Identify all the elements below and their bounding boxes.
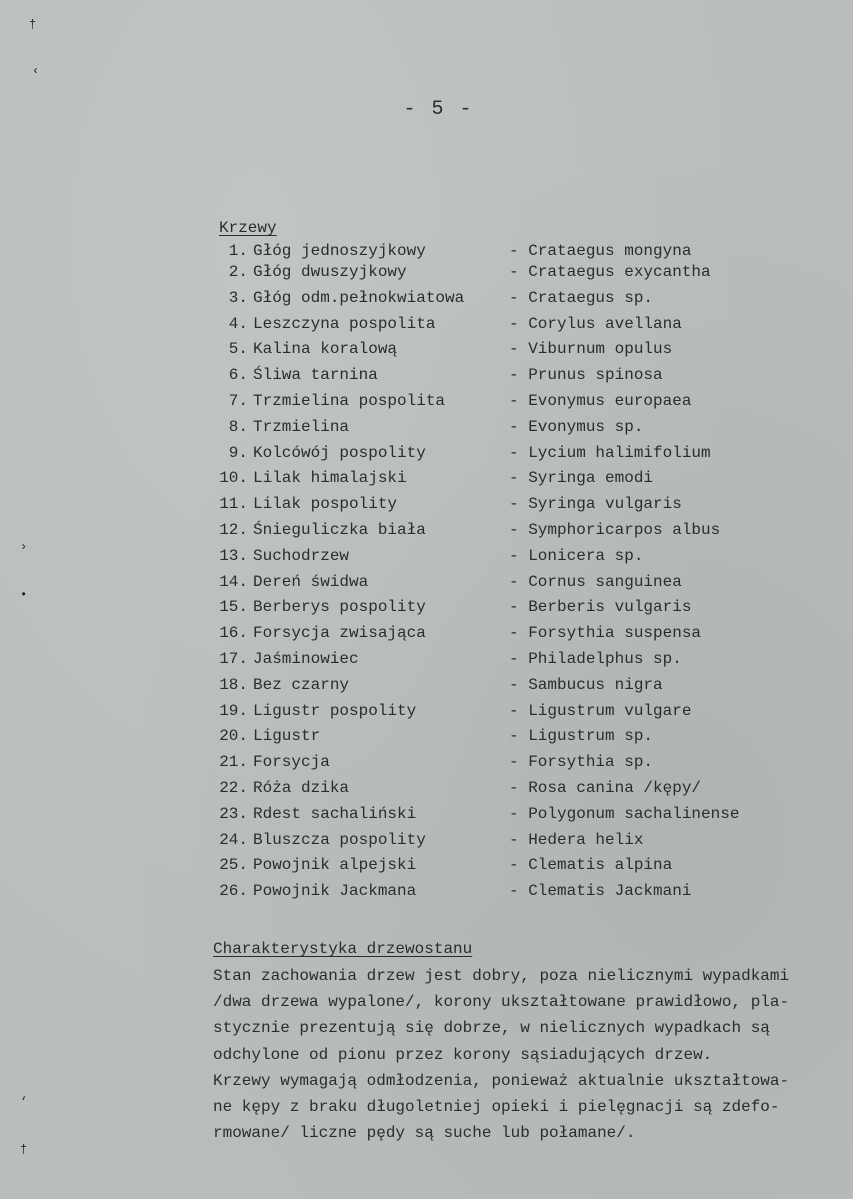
shrub-latin-name: - Crataegus sp. xyxy=(509,288,654,307)
shrub-list-item xyxy=(200,466,800,492)
shrub-polish-name: Bez czarny xyxy=(253,675,350,694)
shrub-latin-name: - Crataegus exycantha xyxy=(509,263,711,281)
shrub-list-item xyxy=(200,243,800,260)
margin-mark: † xyxy=(29,18,37,32)
shrub-list-item xyxy=(200,828,800,854)
stand-description-heading: Charakterystyka drzewostanu xyxy=(213,940,473,958)
margin-mark: ‘ xyxy=(20,1095,28,1109)
shrub-number: 18. xyxy=(219,675,248,694)
shrub-list-item xyxy=(200,260,800,286)
shrub-polish-name: Bluszcza pospolity xyxy=(253,830,426,849)
shrub-latin-name: - Rosa canina /kępy/ xyxy=(509,778,702,797)
shrub-latin-name: - Berberis vulgaris xyxy=(509,598,692,617)
shrub-list-item xyxy=(200,853,800,879)
shrub-polish-name: Głóg dwuszyjkowy xyxy=(253,263,407,281)
paragraph-line: ne kępy z braku długoletniej opieki i pielęgnacji są zdefo- xyxy=(213,1098,780,1117)
shrub-polish-name: Lilak pospolity xyxy=(253,495,398,514)
paragraph-line: stycznie prezentują się dobrze, w nielicznych wypadkach są xyxy=(213,1019,770,1038)
shrub-number: 6. xyxy=(228,366,248,385)
shrub-list-item xyxy=(200,776,800,802)
shrub-number: 25. xyxy=(219,856,248,875)
shrub-number: 26. xyxy=(219,882,248,901)
shrub-polish-name: Ligustr xyxy=(253,727,321,746)
shrub-polish-name: Trzmielina pospolita xyxy=(253,391,446,410)
margin-mark: † xyxy=(20,1143,28,1157)
shrub-polish-name: Ligustr pospolity xyxy=(253,701,417,720)
shrub-latin-name: - Evonymus sp. xyxy=(509,417,644,436)
shrub-polish-name: Forsycja xyxy=(253,753,330,772)
shrubs-heading: Krzewy xyxy=(219,219,277,237)
shrub-number: 2. xyxy=(228,263,248,281)
shrub-number: 7. xyxy=(228,391,248,410)
shrub-list-item xyxy=(200,802,800,828)
shrub-polish-name: Lilak himalajski xyxy=(253,469,407,488)
paragraph-line: /dwa drzewa wypalone/, korony ukształtowane prawidłowo, pla- xyxy=(213,993,790,1012)
shrub-number: 3. xyxy=(228,288,248,307)
stand-description-paragraph xyxy=(213,963,853,1146)
shrub-list-item xyxy=(200,673,800,699)
margin-mark: • xyxy=(20,588,28,602)
shrub-number: 20. xyxy=(219,727,248,746)
shrub-latin-name: - Cornus sanguinea xyxy=(509,572,682,591)
shrub-list-item xyxy=(200,337,800,363)
shrub-latin-name: - Ligustrum sp. xyxy=(509,727,654,746)
shrub-list-item xyxy=(200,621,800,647)
shrub-list-item xyxy=(200,750,800,776)
shrub-list-item xyxy=(200,699,800,725)
shrub-polish-name: Powojnik alpejski xyxy=(253,856,417,875)
shrub-latin-name: - Evonymus europaea xyxy=(509,391,692,410)
shrub-latin-name: - Syringa emodi xyxy=(509,469,654,488)
shrub-list-item xyxy=(200,595,800,621)
shrub-polish-name: Powojnik Jackmana xyxy=(253,882,417,901)
shrub-number: 22. xyxy=(219,778,248,797)
shrub-list-item xyxy=(200,389,800,415)
shrub-list xyxy=(200,243,800,905)
shrub-latin-name: - Philadelphus sp. xyxy=(509,649,682,668)
shrub-polish-name: Leszczyna pospolita xyxy=(253,314,436,333)
shrub-list-item xyxy=(200,724,800,750)
shrub-number: 9. xyxy=(228,443,248,462)
shrub-list-item xyxy=(200,492,800,518)
shrub-latin-name: - Clematis alpina xyxy=(509,856,673,875)
shrub-latin-name: - Syringa vulgaris xyxy=(509,495,682,514)
shrub-polish-name: Głóg odm.pełnokwiatowa xyxy=(253,288,465,307)
shrub-latin-name: - Lonicera sp. xyxy=(509,546,644,565)
shrub-latin-name: - Lycium halimifolium xyxy=(509,443,711,462)
shrub-polish-name: Berberys pospolity xyxy=(253,598,426,617)
shrub-number: 14. xyxy=(219,572,248,591)
shrub-list-item xyxy=(200,879,800,905)
shrub-number: 24. xyxy=(219,830,248,849)
shrub-number: 13. xyxy=(219,546,248,565)
shrub-latin-name: - Symphoricarpos albus xyxy=(509,520,721,539)
shrub-list-item xyxy=(200,441,800,467)
shrub-latin-name: - Ligustrum vulgare xyxy=(509,701,692,720)
shrub-number: 16. xyxy=(219,624,248,643)
shrub-list-item xyxy=(200,570,800,596)
shrub-polish-name: Forsycja zwisająca xyxy=(253,624,426,643)
shrub-number: 12. xyxy=(219,520,248,539)
shrub-latin-name: - Crataegus mongyna xyxy=(509,242,692,260)
shrub-latin-name: - Prunus spinosa xyxy=(509,366,663,385)
shrub-number: 19. xyxy=(219,701,248,720)
shrub-polish-name: Głóg jednoszyjkowy xyxy=(253,242,426,260)
shrub-polish-name: Jaśminowiec xyxy=(253,649,359,668)
shrub-number: 21. xyxy=(219,753,248,772)
margin-mark: ‹ xyxy=(32,64,40,78)
shrub-number: 15. xyxy=(219,598,248,617)
shrub-number: 11. xyxy=(219,495,248,514)
shrub-polish-name: Kalina koralową xyxy=(253,340,398,359)
shrub-list-item xyxy=(200,647,800,673)
shrub-latin-name: - Sambucus nigra xyxy=(509,675,663,694)
shrub-number: 1. xyxy=(228,242,248,260)
margin-mark: › xyxy=(20,540,28,554)
shrub-list-item xyxy=(200,286,800,312)
shrub-latin-name: - Polygonum sachalinense xyxy=(509,804,740,823)
shrub-latin-name: - Forsythia sp. xyxy=(509,753,654,772)
shrub-number: 10. xyxy=(219,469,248,488)
shrub-number: 4. xyxy=(228,314,248,333)
shrub-latin-name: - Forsythia suspensa xyxy=(509,624,702,643)
page-number: - 5 - xyxy=(403,98,474,121)
shrub-number: 8. xyxy=(228,417,248,436)
shrub-list-item xyxy=(200,415,800,441)
shrub-latin-name: - Clematis Jackmani xyxy=(509,882,692,901)
shrub-polish-name: Śliwa tarnina xyxy=(253,366,378,385)
paragraph-line: odchylone od pionu przez korony sąsiadujących drzew. xyxy=(213,1045,713,1064)
shrub-list-item xyxy=(200,544,800,570)
shrub-polish-name: Róża dzika xyxy=(253,778,350,797)
shrub-number: 23. xyxy=(219,804,248,823)
shrub-polish-name: Kolcówój pospolity xyxy=(253,443,426,462)
shrub-list-item xyxy=(200,363,800,389)
shrub-polish-name: Dereń świdwa xyxy=(253,572,369,591)
paragraph-line: Stan zachowania drzew jest dobry, poza nielicznymi wypadkami xyxy=(213,967,790,985)
paragraph-line: Krzewy wymagają odmłodzenia, ponieważ aktualnie ukształtowa- xyxy=(213,1071,790,1090)
shrub-list-item xyxy=(200,518,800,544)
shrub-latin-name: - Corylus avellana xyxy=(509,314,682,333)
shrub-polish-name: Suchodrzew xyxy=(253,546,350,565)
shrub-latin-name: - Hedera helix xyxy=(509,830,644,849)
shrub-number: 5. xyxy=(228,340,248,359)
shrub-polish-name: Śnieguliczka biała xyxy=(253,520,426,539)
shrub-number: 17. xyxy=(219,649,248,668)
shrub-list-item xyxy=(200,312,800,338)
shrub-latin-name: - Viburnum opulus xyxy=(509,340,673,359)
shrub-polish-name: Trzmielina xyxy=(253,417,350,436)
shrub-polish-name: Rdest sachaliński xyxy=(253,804,417,823)
paragraph-line: rmowane/ liczne pędy są suche lub połamane/. xyxy=(213,1124,636,1143)
